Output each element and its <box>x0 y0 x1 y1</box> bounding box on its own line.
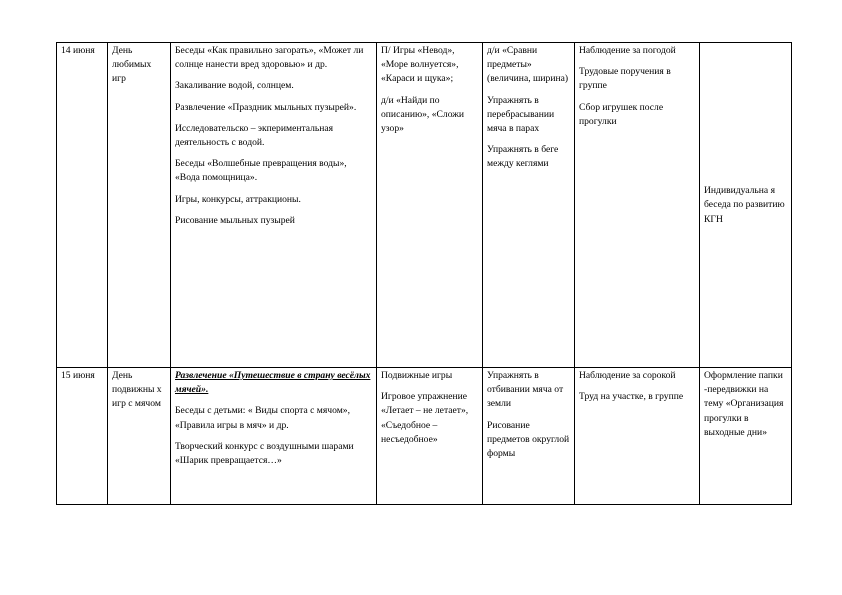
activities-cell <box>171 368 377 505</box>
theme-cell: День подвижны х игр с мячом <box>108 368 171 505</box>
walk-cell <box>575 368 700 505</box>
parents-cell <box>700 368 792 505</box>
table-row <box>57 368 792 505</box>
walk-item: Наблюдение за погодой <box>579 45 676 56</box>
activity-item: Беседы с детьми: « Виды спорта с мячом», «Правила игры в мяч» и др. <box>175 405 350 431</box>
game-item: Игровое упражнение «Летает – не летает», «Съедобное – несъедобное» <box>381 391 469 445</box>
exercise-item: Упражнять в беге между кеглями <box>487 144 559 170</box>
game-item: П/ Игры «Невод», «Море волнуется», «Караси и щука»; <box>381 45 459 85</box>
walk-item: Сбор игрушек после прогулки <box>579 101 664 127</box>
activity-item: Беседы «Как правильно загорать», «Может ли солнце нанести вред здоровью» и др. <box>175 45 364 71</box>
parents-item: Индивидуальна я беседа по развитию КГН <box>704 185 785 225</box>
parents-item: Оформление папки -передвижки на тему «Организация прогулки в выходные дни» <box>704 370 784 438</box>
exercise-item: Рисование предметов округлой формы <box>487 419 570 459</box>
walk-cell <box>575 43 700 368</box>
activity-item: Развлечение «Праздник мыльных пузырей». <box>175 101 357 113</box>
activity-item: Творческий конкурс с воздушными шарами «Шарик превращается…» <box>175 440 354 466</box>
table-row <box>57 43 792 368</box>
exercises-cell <box>483 43 575 368</box>
exercise-item: Упражнять в перебрасывании мяча в парах <box>487 94 555 134</box>
activity-item: Беседы «Волшебные превращения воды», «Вода помощница». <box>175 158 347 184</box>
exercises-cell <box>483 368 575 505</box>
parents-cell <box>700 43 792 368</box>
exercise-item: д/и «Сравни предметы» (величина, ширина) <box>487 45 569 85</box>
games-cell <box>377 43 483 368</box>
game-item: Подвижные игры <box>381 370 453 381</box>
activity-item: Исследовательско – экпериментальная деятельность с водой. <box>175 122 334 148</box>
exercise-item: Упражнять в отбивании мяча от земли <box>487 370 564 410</box>
date-cell: 14 июня <box>57 43 108 368</box>
walk-item: Труд на участке, в группе <box>579 391 684 403</box>
date-cell: 15 июня <box>57 368 108 505</box>
activity-item: Закаливание водой, солнцем. <box>175 80 294 92</box>
activity-item: Игры, конкурсы, аттракционы. <box>175 193 301 205</box>
walk-item: Наблюдение за сорокой <box>579 370 676 381</box>
games-cell <box>377 368 483 505</box>
activity-highlight: Развлечение «Путешествие в страну весёлых мячей». <box>175 370 371 396</box>
game-item: д/и «Найди по описанию», «Сложи узор» <box>381 94 465 134</box>
activity-item: Рисование мыльных пузырей <box>175 214 295 226</box>
plan-table <box>56 42 792 505</box>
activities-cell <box>171 43 377 368</box>
walk-item: Трудовые поручения в группе <box>579 66 671 92</box>
theme-cell: День любимых игр <box>108 43 171 368</box>
